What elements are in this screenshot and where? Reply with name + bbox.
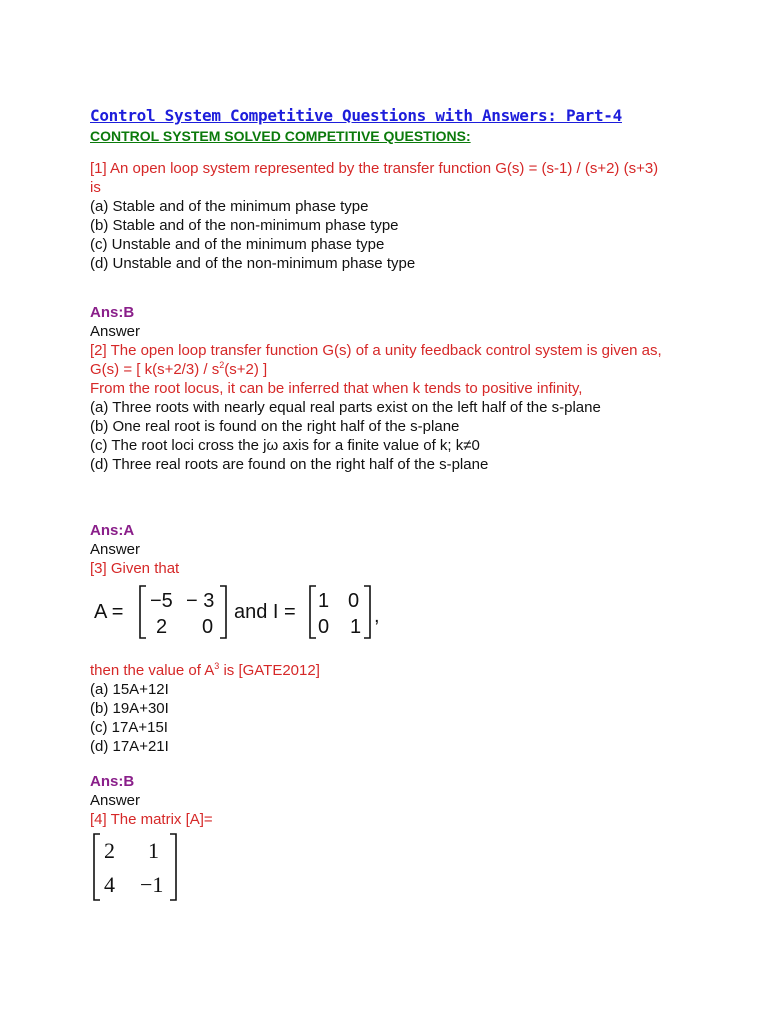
question-2-text: [2] The open loop transfer function G(s) of a unity feedback control system is given as, (90, 342, 662, 359)
and-text: and I = (234, 601, 296, 623)
bracket-left (140, 586, 146, 638)
then-text: is [GATE2012] (219, 662, 320, 679)
answer-3 (90, 772, 670, 829)
matrix-i-cell: 1 (318, 590, 330, 612)
matrix-a-cell: − 3 (186, 590, 215, 612)
formula-part: (s+2) ] (224, 361, 268, 378)
answer-label: Ans:B (90, 304, 135, 321)
question-2-continuation: From the root locus, it can be inferred that when k tends to positive infinity, (90, 380, 583, 397)
then-text: then the value of A (90, 662, 215, 679)
matrix-i-cell: 0 (348, 590, 360, 612)
option-d: (d) 17A+21I (90, 738, 169, 755)
option-c: (c) 17A+15I (90, 719, 168, 736)
option-d: (d) Three real roots are found on the right half of the s-plane (90, 456, 489, 473)
page-title[interactable]: Control System Competitive Questions with Answers: Part-4 (90, 106, 622, 125)
answer-1 (90, 303, 670, 341)
answer-link[interactable]: Answer (90, 792, 141, 809)
matrix-a-cell: 2 (156, 616, 168, 638)
option-a: (a) Stable and of the minimum phase type (90, 198, 369, 215)
option-d: (d) Unstable and of the non-minimum phase type (90, 255, 416, 272)
question-3-text: [3] Given that (90, 560, 180, 577)
question-3-continuation (90, 661, 670, 756)
formula-part: G(s) = [ k(s+2/3) / s (90, 361, 220, 378)
question-1 (90, 159, 670, 273)
option-a: (a) Three roots with nearly equal real parts exist on the left half of the s-plane (90, 399, 601, 416)
bracket-right (170, 834, 176, 900)
matrix-a-cell: −5 (150, 590, 173, 612)
question-4-text: [4] The matrix [A]= (90, 811, 213, 828)
matrix-equation (94, 580, 394, 642)
matrix-i-cell: 1 (350, 616, 362, 638)
bracket-right (364, 586, 370, 638)
bracket-left (94, 834, 100, 900)
option-c: (c) Unstable and of the minimum phase type (90, 236, 385, 253)
option-a: (a) 15A+12I (90, 681, 169, 698)
answer-label: Ans:B (90, 773, 135, 790)
then-exponent: 3 (214, 661, 220, 671)
section-subtitle: CONTROL SYSTEM SOLVED COMPETITIVE QUESTIONS: (90, 128, 471, 144)
answer-2 (90, 521, 670, 578)
transfer-function (90, 360, 670, 379)
answer-label: Ans:A (90, 522, 135, 539)
matrix-cell: 1 (148, 838, 159, 863)
option-b: (b) One real root is found on the right half of the s-plane (90, 418, 460, 435)
matrix-cell: −1 (140, 872, 164, 897)
matrix-cell: 4 (104, 872, 115, 897)
matrix-i-cell: 0 (318, 616, 330, 638)
answer-link[interactable]: Answer (90, 323, 141, 340)
formula-exponent: 2 (219, 360, 225, 370)
bracket-left (310, 586, 316, 638)
matrix-q4 (92, 830, 192, 904)
question-2 (90, 341, 670, 474)
answer-link[interactable]: Answer (90, 541, 141, 558)
trailing-comma: , (374, 605, 380, 627)
matrix-cell: 2 (104, 838, 115, 863)
question-3-then (90, 661, 670, 680)
matrix-a-label: A = (94, 601, 124, 623)
matrix-a-cell: 0 (202, 616, 214, 638)
option-b: (b) 19A+30I (90, 700, 169, 717)
bracket-right (220, 586, 226, 638)
question-1-text: [1] An open loop system represented by the transfer function G(s) = (s-1) / (s+2) (s+3) is (90, 160, 659, 196)
option-c: (c) The root loci cross the jω axis for a finite value of k; k≠0 (90, 437, 480, 454)
option-b: (b) Stable and of the non-minimum phase type (90, 217, 399, 234)
